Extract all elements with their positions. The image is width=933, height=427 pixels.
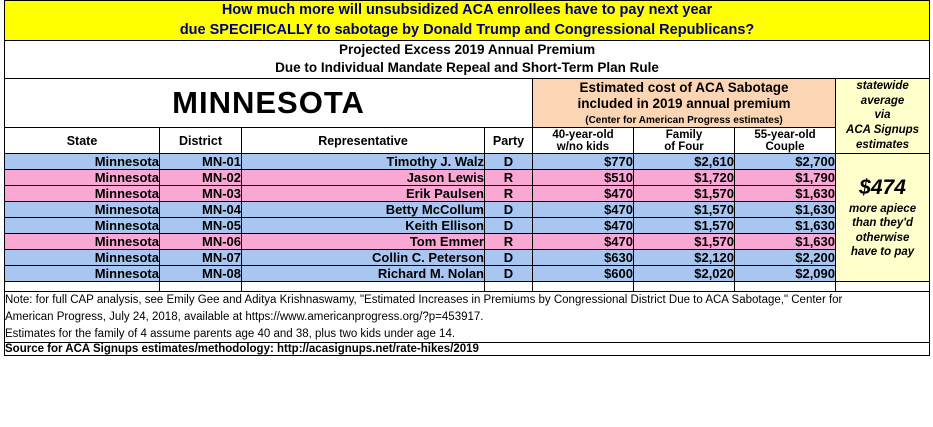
cell-party: D <box>485 266 533 282</box>
average-note-line-1: more apiece <box>848 203 917 215</box>
state-header-row <box>5 78 930 128</box>
cell-representative: Keith Ellison <box>242 218 485 234</box>
source-cell: Source for ACA Signups estimates/methodology: http://acasignups.net/rate-hikes/2019 <box>5 343 930 356</box>
spacer-cell <box>533 282 634 292</box>
spacer-cell <box>836 282 930 292</box>
cell-representative: Timothy J. Walz <box>242 154 485 170</box>
cell-40yo: $470 <box>533 218 634 234</box>
column-header-40yo-line-2: w/no kids <box>556 140 610 153</box>
spacer-cell <box>485 282 533 292</box>
cell-couple: $1,630 <box>735 218 836 234</box>
cell-representative: Tom Emmer <box>242 234 485 250</box>
average-header-cell <box>836 78 930 154</box>
cell-couple: $2,200 <box>735 250 836 266</box>
table-row <box>5 170 930 186</box>
spacer-row <box>5 282 930 292</box>
column-header-district: District <box>160 128 242 154</box>
banner-line-1: How much more will unsubsidized ACA enrollees have to pay next year <box>221 2 713 18</box>
cell-district: MN-05 <box>160 218 242 234</box>
spacer-cell <box>242 282 485 292</box>
cell-district: MN-06 <box>160 234 242 250</box>
cell-party: D <box>485 154 533 170</box>
cell-district: MN-02 <box>160 170 242 186</box>
average-header-line-2: average <box>860 94 905 107</box>
cell-40yo: $630 <box>533 250 634 266</box>
cell-representative: Erik Paulsen <box>242 186 485 202</box>
page-title: MINNESOTA <box>5 78 533 128</box>
cell-representative: Betty McCollum <box>242 202 485 218</box>
cell-40yo: $600 <box>533 266 634 282</box>
table-row <box>5 202 930 218</box>
cell-family: $2,610 <box>634 154 735 170</box>
subtitle-line-1: Projected Excess 2019 Annual Premium <box>338 42 596 58</box>
cell-state: Minnesota <box>5 266 160 282</box>
table-row <box>5 218 930 234</box>
average-header-line-4: ACA Signups <box>846 124 920 137</box>
table-row <box>5 250 930 266</box>
banner-cell <box>5 1 930 41</box>
footnote-line-2: American Progress, July 24, 2018, available at https://www.americanprogress.org/?p=453917. <box>5 310 484 323</box>
cell-state: Minnesota <box>5 154 160 170</box>
column-header-family <box>634 128 735 154</box>
column-header-couple-line-1: 55-year-old <box>754 128 816 141</box>
cell-state: Minnesota <box>5 218 160 234</box>
column-header-representative: Representative <box>242 128 485 154</box>
cell-family: $1,720 <box>634 170 735 186</box>
table-row <box>5 266 930 282</box>
cell-state: Minnesota <box>5 186 160 202</box>
spacer-cell <box>160 282 242 292</box>
cell-representative: Richard M. Nolan <box>242 266 485 282</box>
sabotage-header-subtitle: included in 2019 annual premium <box>577 96 791 112</box>
cell-couple: $1,790 <box>735 170 836 186</box>
cell-family: $1,570 <box>634 202 735 218</box>
source-row <box>5 343 930 356</box>
column-header-couple-line-2: Couple <box>765 140 805 153</box>
subtitle-line-2: Due to Individual Mandate Repeal and Short-Term Plan Rule <box>275 60 659 76</box>
banner-line-2: due SPECIFICALLY to sabotage by Donald Trump and Congressional Republicans? <box>179 21 755 38</box>
average-header-line-1: statewide <box>856 79 909 92</box>
sabotage-header-cell <box>533 78 836 128</box>
spacer-cell <box>735 282 836 292</box>
cell-party: R <box>485 234 533 250</box>
average-note-line-4: have to pay <box>850 246 915 259</box>
footnote-cell <box>5 292 930 343</box>
cell-party: D <box>485 202 533 218</box>
average-header-line-3: via <box>874 109 891 122</box>
premium-table <box>4 0 930 356</box>
cell-state: Minnesota <box>5 234 160 250</box>
cell-couple: $2,700 <box>735 154 836 170</box>
subtitle-cell <box>5 41 930 78</box>
cell-40yo: $770 <box>533 154 634 170</box>
cell-family: $1,570 <box>634 218 735 234</box>
cell-state: Minnesota <box>5 170 160 186</box>
cell-state: Minnesota <box>5 202 160 218</box>
cell-district: MN-01 <box>160 154 242 170</box>
cell-40yo: $470 <box>533 186 634 202</box>
cell-district: MN-07 <box>160 250 242 266</box>
column-header-state: State <box>5 128 160 154</box>
average-header-line-5: estimates <box>856 139 910 152</box>
cell-district: MN-08 <box>160 266 242 282</box>
spacer-cell <box>634 282 735 292</box>
average-note-line-3: otherwise <box>855 231 910 244</box>
cell-district: MN-04 <box>160 202 242 218</box>
cell-representative: Collin C. Peterson <box>242 250 485 266</box>
footnote-line-3: Estimates for the family of 4 assume parents age 40 and 38, plus two kids under age 14. <box>5 327 456 340</box>
column-header-40yo-line-1: 40-year-old <box>552 128 614 141</box>
sabotage-header-title: Estimated cost of ACA Sabotage <box>579 79 789 95</box>
cell-couple: $1,630 <box>735 202 836 218</box>
column-header-row <box>5 128 930 154</box>
table-row <box>5 186 930 202</box>
cell-party: R <box>485 170 533 186</box>
cell-couple: $2,090 <box>735 266 836 282</box>
sabotage-header-source: (Center for American Progress estimates) <box>585 115 783 127</box>
cell-state: Minnesota <box>5 250 160 266</box>
cell-couple: $1,630 <box>735 234 836 250</box>
cell-couple: $1,630 <box>735 186 836 202</box>
average-note-line-2: than they'd <box>852 217 913 230</box>
footnote-line-1: Note: for full CAP analysis, see Emily Gee and Aditya Krishnaswamy, "Estimated Increases in Premiums by Congressional District Due to ACA Sabotage," Center for <box>5 294 843 307</box>
footnote-row <box>5 292 930 343</box>
cell-party: D <box>485 218 533 234</box>
cell-family: $2,120 <box>634 250 735 266</box>
banner-row <box>5 1 930 41</box>
cell-40yo: $470 <box>533 202 634 218</box>
cell-party: R <box>485 186 533 202</box>
column-header-family-line-1: Family <box>665 128 703 141</box>
column-header-party: Party <box>485 128 533 154</box>
cell-representative: Jason Lewis <box>242 170 485 186</box>
subtitle-row <box>5 41 930 78</box>
cell-40yo: $510 <box>533 170 634 186</box>
cell-40yo: $470 <box>533 234 634 250</box>
statewide-average-cell <box>836 154 930 282</box>
average-amount: $474 <box>859 176 906 199</box>
column-header-couple <box>735 128 836 154</box>
cell-family: $1,570 <box>634 186 735 202</box>
column-header-40yo <box>533 128 634 154</box>
table-row <box>5 234 930 250</box>
cell-family: $2,020 <box>634 266 735 282</box>
cell-family: $1,570 <box>634 234 735 250</box>
table-row <box>5 154 930 170</box>
cell-district: MN-03 <box>160 186 242 202</box>
column-header-family-line-2: of Four <box>664 140 704 153</box>
spacer-cell <box>5 282 160 292</box>
cell-party: D <box>485 250 533 266</box>
